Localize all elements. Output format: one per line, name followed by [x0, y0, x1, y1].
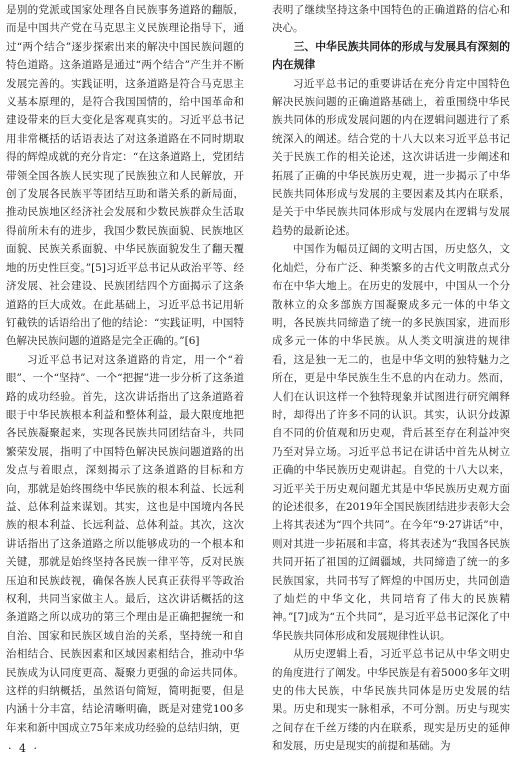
body-paragraph: 是别的党派或国家处理各自民族事务道路的翻版，而是中国共产党在马克思主义民族理论指导下，通过“两个结合”逐步探索出来的解决中国民族问题的特色道路。这条道路是通过“两个结合”产生并不断发展完善的。实践证明，这条道路是符合马克思主义基本原理的，是符合我国国情的，给中国革命和建设带来的巨大变化是客观真实的。习近平总书记用非常概括的话语表达了对这条道路在不同时期取得的辉煌成就的充分肯定：“在这条道路上，党团结带领全国各族人民实现了民族独立和人民解放，开创了发展各民族平等团结互助和谐关系的新局面，推动民族地区经济社会发展和少数民族群众生活取得前所未有的进步，我国少数民族面貌、民族地区面貌、民族关系面貌、中华民族面貌发生了翻天覆地的历史性巨变。”[5]习近平总书记从政治平等、经济发展、社会建设、民族团结四个方面揭示了这条道路的巨大成效。在此基础上，习近平总书记用斩钉截铁的话语给出了他的结论：“实践证明，中国特色解决民族问题的道路是完全正确的。”[6] [6, 4, 244, 348]
body-paragraph: 习近平总书记对这条道路的肯定，用一个“着眼”、一个“坚持”、一个“把握”进一步分析了这条道路的成功经验。首先，这次讲话指出了这条道路着眼于中华民族根本利益和整体利益，最大限度地把各民族凝聚起来，实现各民族共同团结奋斗，共同繁荣发展，指明了中国特色解决民族问题道路的出发点与着眼点，深刻揭示了这条道路的目标和方向，那就是始终围绕中华民族的根本利益、长远利益、总体利益来谋划。其实，这也是中国境内各民族的根本利益、长远利益、总体利益。其次，这次讲话指出了这条道路之所以能够成功的一个根本和关键，那就是始终坚持各民族一律平等，反对民族压迫和民族歧视，确保各族人民真正获得平等政治权利，共同当家做主人。最后，这次讲话概括的这条道路之所以成功的第三个理由是正确把握统一和自治、国家和民族区域自治的关系，坚持统一和自治相结合、民族因素和区域因素相结合，推动中华民族成为认同度更高、凝聚力更强的命运共同体。这样的归纳概括，虽然语句简短，简明扼要，但是内涵十分丰富，结论清晰明确，既是对建党100多年来和新中国成立75年来成功经验的总结归纳，更 [6, 353, 244, 734]
right-column [272, 1, 510, 756]
body-paragraph: 习近平总书记的重要讲话在充分肯定中国特色解决民族问题的正确道路基础上，着重围绕中华民族共同体的形成发展问题的内在逻辑问题进行了系统深入的阐述。结合党的十八大以来习近平总书记关于民族工作的相关论述，这次讲话进一步阐述和拓展了正确的中华民族历史观，进一步揭示了中华民族共同体形成与发展的主要因素及其内在联系，是关于中华民族共同体形成与发展内在逻辑与发展趋势的最新论述。 [272, 77, 510, 237]
body-paragraph: 表明了继续坚持这条中国特色的正确道路的信心和决心。 [272, 4, 510, 35]
body-paragraph: 从历史逻辑上看，习近平总书记从中华文明史的角度进行了阐发。中华民族是有着5000多年文明史的伟大民族，中华民族共同体是历史发展的结果。历史和现实一脉相承，不可分割。历史与现实之间存在千丝万缕的内在联系，现实是历史的延伸和发展，历史是现实的前提和基础。为 [272, 648, 510, 753]
page-number: · 4 · [8, 742, 39, 755]
section-heading: 三、中华民族共同体的形成与发展具有深刻的内在规律 [272, 39, 510, 72]
left-column [6, 1, 244, 737]
body-paragraph: 中国作为幅员辽阔的文明古国，历史悠久，文化灿烂，分布广泛、种类繁多的古代文明散点式分布在中华大地上。在历史的发展中，中国从一个分散林立的众多部族方国凝聚成多元一体的中华文明，各民族共同缔造了统一的多民族国家，进而形成多元一体的中华民族。从人类文明演进的规律看，这是独一无二的，也是中华文明的独特魅力之所在，更是中华民族生生不息的内在动力。然而，人们在认识这样一个独特现象并试图进行研究阐释时，却得出了许多不同的认识。其实，认识分歧源自不同的价值观和历史观，背后甚至存在利益冲突乃至对异立场。习近平总书记在讲话中首先从树立正确的中华民族历史观讲起。自党的十八大以来，习近平关于历史观问题尤其是中华民族历史观方面的论述很多，在2019年全国民族团结进步表彰大会上将其表述为“四个共同”。在今年“9·27讲话”中，则对其进一步拓展和丰富，将其表述为“我国各民族共同开拓了祖国的辽阔疆域，共同缔造了统一的多民族国家，共同书写了辉煌的中国历史，共同创造了灿烂的中华文化，共同培育了伟大的民族精神。”[7]成为“五个共同”，是习近平总书记深化了中华民族共同体形成和发展规律性认识。 [272, 243, 510, 642]
